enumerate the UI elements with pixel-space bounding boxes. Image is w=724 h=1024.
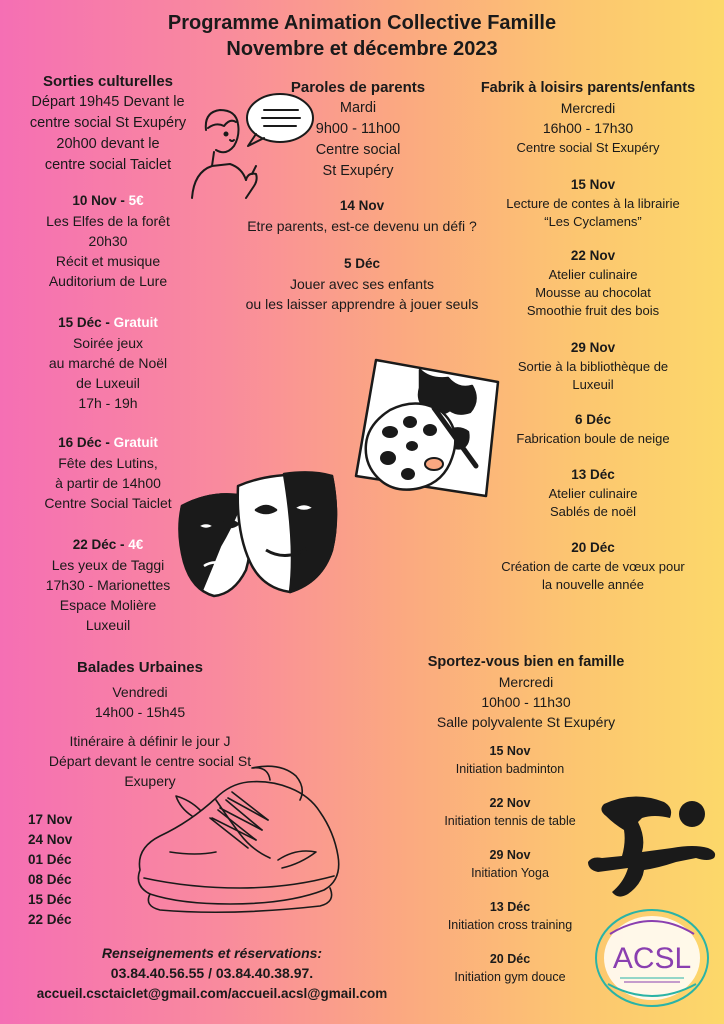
paroles-event xyxy=(218,254,506,314)
event-line: ou les laisser apprendre à jouer seuls xyxy=(245,296,479,312)
title-line-2: Novembre et décembre 2023 xyxy=(226,38,498,60)
event-line: Espace Molière xyxy=(59,597,157,613)
sportez-event xyxy=(420,898,600,934)
event-date: 29 Nov xyxy=(570,340,616,355)
event-line: “Les Cyclamens” xyxy=(544,214,642,229)
event-date: 20 Déc xyxy=(571,540,615,555)
balade-date: 08 Déc xyxy=(28,872,72,887)
sneaker-icon xyxy=(120,760,352,916)
fabrik-event xyxy=(470,538,716,594)
event-line: Initiation tennis de table xyxy=(444,814,576,828)
balade-date: 24 Nov xyxy=(28,832,73,847)
sorties-intro-line: 20h00 devant le xyxy=(56,136,160,152)
sportez-info-line: Salle polyvalente St Exupéry xyxy=(436,714,616,730)
event-date: 15 Nov xyxy=(570,177,616,192)
event-price: Gratuit xyxy=(113,315,158,330)
balades-desc-line: Itinéraire à définir le jour J xyxy=(69,733,231,749)
event-date: 16 Déc - xyxy=(58,435,114,450)
event-line: Initiation badminton xyxy=(455,762,565,776)
event-line: Initiation cross training xyxy=(447,918,573,932)
event-line: Initiation Yoga xyxy=(471,866,549,880)
fabrik-info-line: Centre social St Exupéry xyxy=(516,140,660,155)
event-date: 5 Déc xyxy=(343,256,381,271)
sorties-intro-line: centre social Taiclet xyxy=(44,157,172,173)
balades-desc-line: Exupery xyxy=(124,773,176,789)
fabrik-info-line: Mercredi xyxy=(560,100,616,116)
event-line: Fête des Lutins, xyxy=(58,455,158,471)
sportez-heading: Sportez-vous bien en famille xyxy=(427,654,625,670)
sportez-event xyxy=(420,846,600,882)
balade-date: 01 Déc xyxy=(28,852,72,867)
event-line: Les yeux de Taggi xyxy=(51,557,165,573)
sorties-section xyxy=(8,72,208,176)
event-line: Smoothie fruit des bois xyxy=(526,303,660,318)
contact-phones: 03.84.40.56.55 / 03.84.40.38.97. xyxy=(110,965,314,981)
event-line: Atelier culinaire xyxy=(548,486,638,501)
event-price: 5€ xyxy=(128,193,144,208)
event-date: 22 Déc - xyxy=(72,537,129,552)
event-date: 15 Déc - xyxy=(58,315,114,330)
parent-speech-icon xyxy=(186,88,316,208)
paroles-info-line: 9h00 - 11h00 xyxy=(315,121,401,137)
contact-section xyxy=(0,943,424,1005)
fabrik-event xyxy=(470,246,716,320)
event-line: 20h30 xyxy=(88,233,128,249)
balades-info-line: 14h00 - 15h45 xyxy=(94,704,186,720)
sportez-event xyxy=(420,742,600,778)
event-date: 15 Nov xyxy=(489,744,531,758)
sorties-intro-line: Départ 19h45 Devant le xyxy=(31,94,185,110)
sportez-event xyxy=(420,950,600,986)
event-line: au marché de Noël xyxy=(48,355,168,371)
fabrik-event xyxy=(470,465,716,521)
event-line: 17h30 - Marionettes xyxy=(45,577,171,593)
event-date: 13 Déc xyxy=(489,900,531,914)
paroles-info-line: Mardi xyxy=(339,100,377,116)
event-line: Initiation gym douce xyxy=(454,970,566,984)
paroles-info-line: Centre social xyxy=(315,142,401,158)
event-line: Atelier culinaire xyxy=(548,267,638,282)
event-date: 22 Nov xyxy=(489,796,531,810)
paroles-heading: Paroles de parents xyxy=(290,79,426,96)
event-line: Lecture de contes à la librairie xyxy=(506,196,680,211)
event-date: 20 Déc xyxy=(489,952,531,966)
balade-date: 22 Déc xyxy=(28,912,72,927)
event-date: 29 Nov xyxy=(489,848,531,862)
event-line: Sortie à la bibliothèque de xyxy=(517,359,669,374)
sorties-intro-line: centre social St Exupéry xyxy=(29,115,187,131)
sportez-info-line: 10h00 - 11h30 xyxy=(481,694,571,710)
contact-emails: accueil.csctaiclet@gmail.com/accueil.acsl@gmail.com xyxy=(36,986,388,1001)
event-line: Création de carte de vœux pour xyxy=(501,559,685,574)
fabrik-section xyxy=(460,78,716,158)
event-line: Récit et musique xyxy=(55,253,161,269)
balades-info-line: Vendredi xyxy=(112,684,168,700)
contact-heading: Renseignements et réservations: xyxy=(101,945,323,961)
balade-date: 17 Nov xyxy=(28,812,73,827)
balade-date: 15 Déc xyxy=(28,892,72,907)
event-line: Soirée jeux xyxy=(72,335,144,351)
sorties-event xyxy=(8,191,208,291)
event-line: Luxeuil xyxy=(572,377,614,392)
event-line: Jouer avec ses enfants xyxy=(290,276,434,292)
balades-section xyxy=(20,658,260,722)
sorties-heading: Sorties culturelles xyxy=(42,73,174,90)
event-line: de Luxeuil xyxy=(76,375,140,391)
event-line: Les Elfes de la forêt xyxy=(46,213,170,229)
balades-desc-line: Départ devant le centre social St xyxy=(48,753,252,769)
paroles-info-line: St Exupéry xyxy=(322,163,394,179)
theatre-masks-icon xyxy=(172,466,342,600)
sorties-event xyxy=(8,313,208,413)
event-line: Luxeuil xyxy=(85,617,131,633)
runner-icon xyxy=(584,788,720,900)
sportez-section xyxy=(396,652,656,732)
event-line: à partir de 14h00 xyxy=(55,475,161,491)
sorties-intro xyxy=(8,92,208,176)
event-line: Sablés de noël xyxy=(549,504,636,519)
event-line: Fabrication boule de neige xyxy=(516,431,670,446)
fabrik-event xyxy=(470,338,716,394)
event-line: Auditorium de Lure xyxy=(48,273,168,289)
event-line: Mousse au chocolat xyxy=(535,285,651,300)
event-date: 10 Nov - xyxy=(72,193,129,208)
acsl-logo xyxy=(590,904,714,1012)
sportez-info-line: Mercredi xyxy=(498,674,554,690)
event-date: 13 Déc xyxy=(571,467,615,482)
event-line: 17h - 19h xyxy=(78,395,138,411)
fabrik-event xyxy=(470,410,716,448)
balades-dates xyxy=(28,810,108,930)
sportez-event xyxy=(420,794,600,830)
event-price: Gratuit xyxy=(113,435,158,450)
event-line: Centre Social Taiclet xyxy=(44,495,172,511)
event-price: 4€ xyxy=(128,537,144,552)
event-date: 6 Déc xyxy=(574,412,612,427)
title-line-1: Programme Animation Collective Famille xyxy=(167,12,557,34)
event-line: Etre parents, est-ce devenu un défi ? xyxy=(247,218,477,234)
balades-heading: Balades Urbaines xyxy=(77,659,203,676)
event-line: la nouvelle année xyxy=(542,577,644,592)
fabrik-info-line: 16h00 - 17h30 xyxy=(542,120,634,136)
page-title xyxy=(0,10,724,62)
event-date: 14 Nov xyxy=(339,198,385,213)
event-date: 22 Nov xyxy=(570,248,616,263)
fabrik-heading: Fabrik à loisirs parents/enfants xyxy=(480,80,696,96)
fabrik-event xyxy=(470,175,716,231)
logo-text: ACSL xyxy=(612,942,692,975)
palette-icon xyxy=(330,340,502,500)
